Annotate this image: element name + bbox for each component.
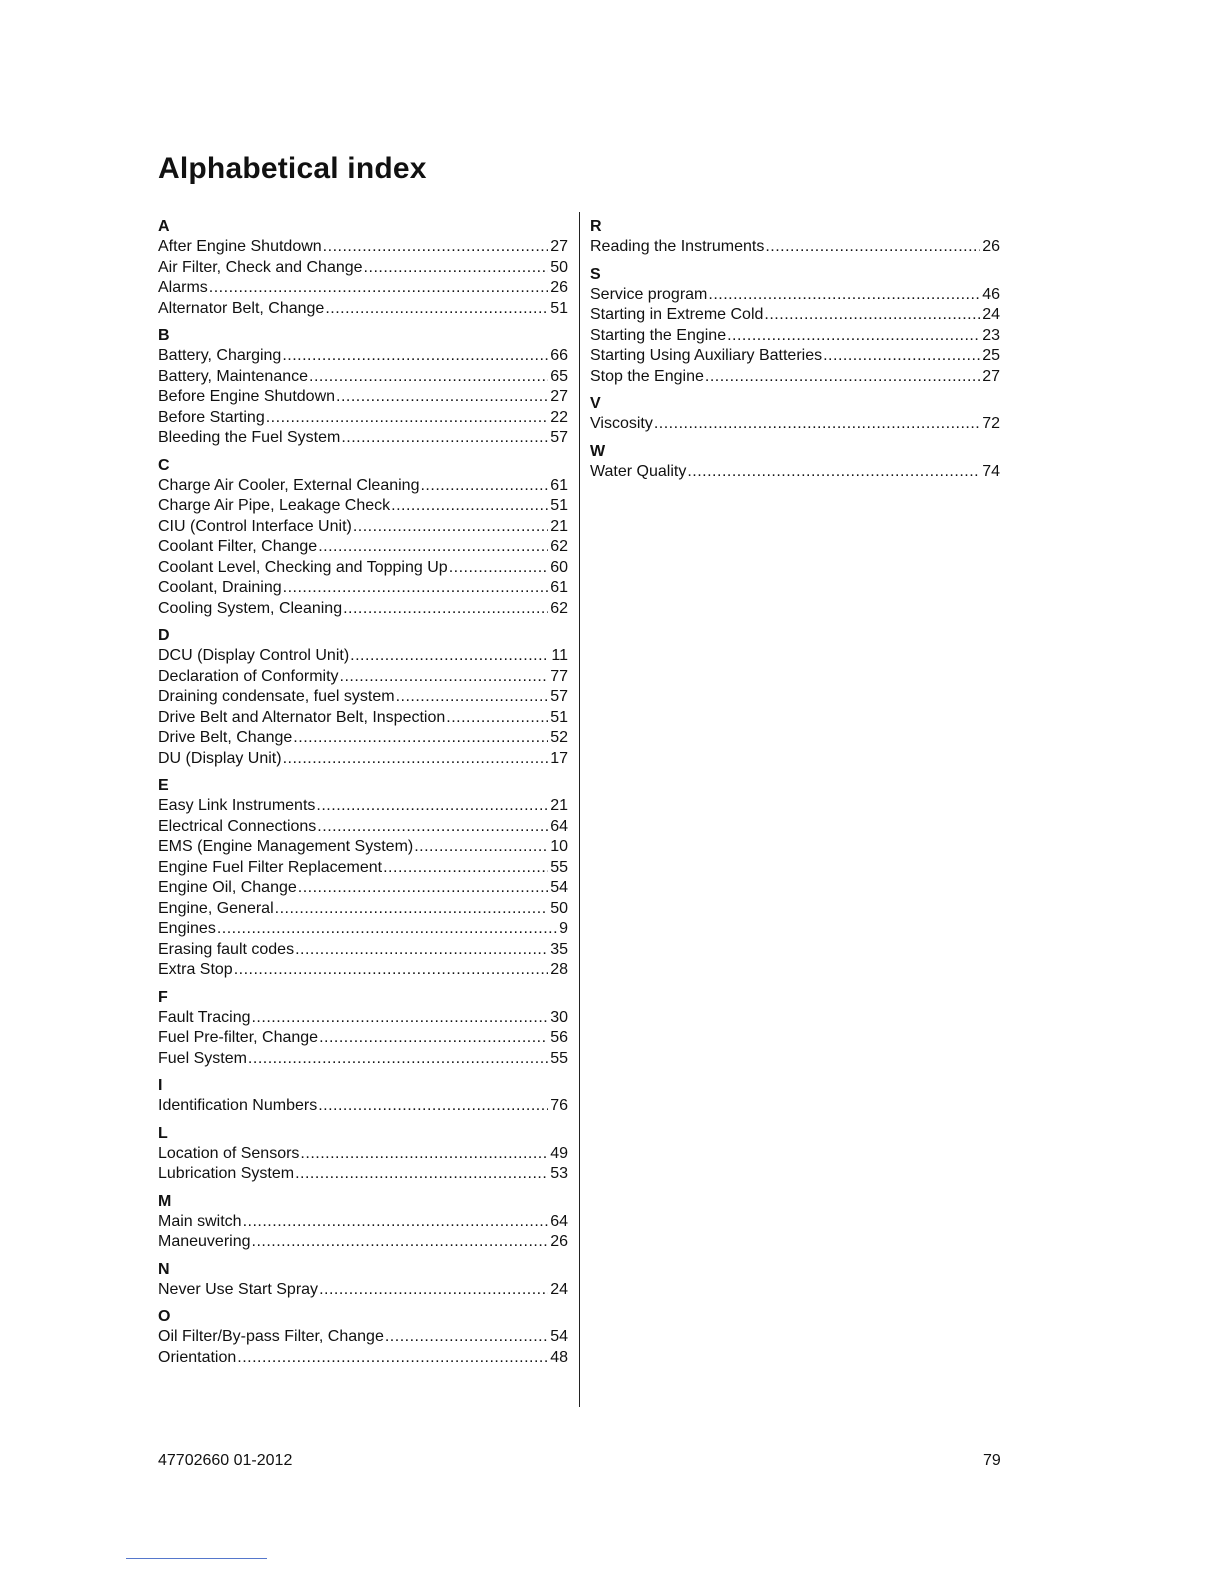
index-entry (590, 462, 1000, 483)
dot-leader (217, 919, 557, 940)
dot-leader (325, 299, 548, 320)
entry-page-number: 21 (550, 517, 568, 535)
entry-page-number: 57 (550, 429, 568, 446)
dot-leader (654, 414, 980, 435)
dot-leader (341, 428, 548, 449)
entry-page-number: 72 (982, 415, 1000, 432)
dot-leader (340, 667, 549, 688)
section-letter: I (158, 1077, 163, 1094)
entry-page-number: 24 (982, 306, 1000, 323)
entry-page-number: 22 (550, 408, 568, 426)
index-entry (158, 258, 568, 279)
index-entry (158, 278, 568, 299)
dot-leader (391, 496, 548, 517)
index-entry (158, 960, 568, 981)
entry-text: Easy Link Instruments (158, 797, 316, 814)
index-entry (158, 796, 568, 817)
index-entry (158, 1144, 568, 1165)
index-entry (158, 1232, 568, 1253)
dot-leader (383, 858, 548, 879)
entry-text: Viscosity (590, 415, 653, 432)
entry-page-number: 64 (550, 1212, 568, 1230)
entry-text: Starting Using Auxiliary Batteries (590, 347, 823, 364)
entry-page-number: 54 (550, 1328, 568, 1345)
entry-text: After Engine Shutdown (158, 238, 322, 255)
dot-leader (317, 817, 548, 838)
entry-text: Reading the Instruments (590, 238, 765, 255)
section-letter: W (590, 442, 606, 460)
entry-text: Service program (590, 285, 708, 303)
dot-leader (764, 305, 980, 326)
dot-leader (765, 237, 980, 258)
entry-page-number: 51 (550, 299, 568, 317)
dot-leader (336, 387, 548, 408)
dot-leader (295, 1164, 548, 1185)
dot-leader (309, 367, 548, 388)
dot-leader (283, 749, 549, 770)
entry-page-number: 26 (982, 238, 1000, 255)
entry-text: Erasing fault codes (158, 940, 295, 958)
dot-leader (275, 899, 549, 920)
index-entry (158, 728, 568, 749)
index-section (158, 1192, 568, 1253)
entry-text: Starting in Extreme Cold (590, 306, 764, 323)
entry-page-number: 53 (550, 1165, 568, 1182)
entry-text: Fuel Pre-filter, Change (158, 1029, 319, 1046)
index-entry (158, 476, 568, 497)
entry-text: Identification Numbers (158, 1097, 318, 1114)
entry-text: DCU (Display Control Unit) (158, 647, 350, 664)
entry-page-number: 27 (550, 238, 568, 255)
index-section (590, 394, 1000, 435)
index-entry (158, 749, 568, 770)
entry-text: Extra Stop (158, 961, 233, 978)
entry-page-number: 57 (550, 688, 568, 705)
index-entry (158, 237, 568, 258)
entry-page-number: 54 (550, 879, 568, 896)
entry-page-number: 27 (550, 388, 568, 405)
index-entry (158, 1280, 568, 1301)
index-entry (590, 237, 1000, 258)
entry-text: Maneuvering (158, 1233, 251, 1250)
entry-text: Cooling System, Cleaning (158, 599, 343, 617)
entry-text: Location of Sensors (158, 1144, 300, 1162)
index-entry (158, 558, 568, 579)
entry-text: Main switch (158, 1212, 242, 1230)
index-entry (590, 346, 1000, 367)
entry-text: Coolant Level, Checking and Topping Up (158, 558, 448, 576)
entry-text: Charge Air Cooler, External Cleaning (158, 476, 420, 494)
index-entry (590, 326, 1000, 347)
entry-page-number: 21 (550, 797, 568, 814)
entry-page-number: 66 (550, 347, 568, 364)
entry-text: Alternator Belt, Change (158, 299, 325, 317)
index-entry (158, 517, 568, 538)
dot-leader (266, 408, 548, 429)
index-section (158, 456, 568, 620)
section-letter: L (158, 1124, 168, 1142)
entry-page-number: 25 (982, 347, 1000, 364)
index-section (158, 776, 568, 981)
dot-leader (687, 462, 980, 483)
index-entry (590, 367, 1000, 388)
entry-page-number: 62 (550, 599, 568, 617)
footer-page-number: 79 (983, 1452, 1001, 1469)
dot-leader (420, 476, 548, 497)
dot-leader (282, 346, 548, 367)
index-section (158, 1124, 568, 1185)
section-letter: D (158, 627, 170, 644)
bottom-divider (126, 1558, 267, 1559)
index-section (158, 626, 568, 769)
page-title: Alphabetical index (158, 152, 427, 185)
index-entry (590, 305, 1000, 326)
section-letter: E (158, 777, 169, 794)
dot-leader (385, 1327, 548, 1348)
entry-text: Battery, Maintenance (158, 367, 309, 385)
entry-page-number: 64 (550, 817, 568, 835)
index-column-left (158, 217, 568, 1368)
entry-text: Engine Fuel Filter Replacement (158, 858, 383, 876)
dot-leader (364, 258, 549, 279)
section-letter: V (590, 395, 601, 412)
index-entry (158, 1028, 568, 1049)
index-column-right (590, 217, 1000, 482)
entry-page-number: 24 (550, 1280, 568, 1298)
entry-page-number: 49 (550, 1144, 568, 1162)
index-entry (158, 496, 568, 517)
index-section (590, 265, 1000, 388)
entry-page-number: 51 (550, 708, 568, 726)
index-section (158, 217, 568, 319)
dot-leader (323, 237, 549, 258)
entry-page-number: 26 (550, 1233, 568, 1250)
index-section (158, 1307, 568, 1368)
entry-page-number: 11 (551, 647, 568, 664)
entry-page-number: 65 (550, 367, 568, 385)
entry-page-number: 61 (550, 476, 568, 494)
entry-page-number: 51 (550, 497, 568, 514)
entry-text: Fuel System (158, 1049, 247, 1067)
entry-text: Drive Belt, Change (158, 729, 293, 746)
entry-page-number: 28 (550, 961, 568, 978)
dot-leader (316, 796, 548, 817)
entry-text: DU (Display Unit) (158, 749, 282, 767)
dot-leader (234, 960, 549, 981)
entry-page-number: 62 (550, 538, 568, 555)
entry-page-number: 26 (550, 279, 568, 296)
dot-leader (243, 1212, 549, 1233)
section-letter: O (158, 1308, 171, 1325)
dot-leader (251, 1008, 548, 1029)
entry-text: Electrical Connections (158, 817, 317, 835)
entry-page-number: 61 (550, 579, 568, 596)
entry-text: Oil Filter/By-pass Filter, Change (158, 1328, 384, 1345)
index-entry (590, 285, 1000, 306)
entry-page-number: 56 (550, 1029, 568, 1046)
entry-page-number: 35 (550, 940, 568, 958)
dot-leader (705, 367, 980, 388)
index-entry (158, 837, 568, 858)
section-letter: A (158, 218, 170, 235)
dot-leader (295, 940, 548, 961)
entry-page-number: 48 (550, 1348, 568, 1366)
index-entry (158, 599, 568, 620)
index-section (158, 988, 568, 1070)
entry-text: EMS (Engine Management System) (158, 838, 414, 855)
entry-text: CIU (Control Interface Unit) (158, 517, 352, 535)
dot-leader (300, 1144, 548, 1165)
footer-doc-number: 47702660 01-2012 (158, 1452, 293, 1469)
index-entry (158, 1164, 568, 1185)
index-section (158, 326, 568, 449)
entry-text: Stop the Engine (590, 367, 704, 385)
entry-text: Water Quality (590, 462, 687, 480)
dot-leader (318, 537, 548, 558)
dot-leader (446, 708, 548, 729)
entry-page-number: 17 (550, 749, 568, 767)
entry-text: Charge Air Pipe, Leakage Check (158, 497, 391, 514)
dot-leader (343, 599, 548, 620)
index-entry (158, 367, 568, 388)
section-letter: R (590, 218, 602, 235)
dot-leader (823, 346, 980, 367)
section-letter: M (158, 1192, 172, 1210)
index-entry (158, 428, 568, 449)
index-section (590, 217, 1000, 258)
entry-page-number: 9 (559, 920, 568, 937)
dot-leader (237, 1348, 548, 1369)
entry-text: Coolant Filter, Change (158, 538, 318, 555)
entry-page-number: 50 (550, 899, 568, 917)
index-entry (158, 1008, 568, 1029)
entry-page-number: 27 (982, 367, 1000, 385)
dot-leader (353, 517, 548, 538)
entry-page-number: 46 (982, 285, 1000, 303)
index-entry (158, 687, 568, 708)
dot-leader (319, 1280, 548, 1301)
entry-text: Coolant, Draining (158, 579, 282, 596)
dot-leader (449, 558, 549, 579)
index-entry (590, 414, 1000, 435)
entry-page-number: 55 (550, 858, 568, 876)
index-entry (158, 646, 568, 667)
entry-page-number: 74 (982, 462, 1000, 480)
dot-leader (248, 1049, 548, 1070)
entry-text: Starting the Engine (590, 326, 727, 344)
section-letter: N (158, 1260, 170, 1278)
index-entry (158, 1348, 568, 1369)
entry-page-number: 60 (550, 558, 568, 576)
entry-text: Never Use Start Spray (158, 1280, 319, 1298)
dot-leader (293, 728, 548, 749)
entry-text: Engines (158, 920, 216, 937)
index-entry (158, 537, 568, 558)
entry-text: Engine, General (158, 899, 274, 917)
index-section (590, 442, 1000, 483)
entry-page-number: 50 (550, 258, 568, 276)
index-entry (158, 408, 568, 429)
dot-leader (396, 687, 549, 708)
entry-text: Fault Tracing (158, 1008, 251, 1026)
entry-text: Before Engine Shutdown (158, 388, 336, 405)
dot-leader (414, 837, 548, 858)
index-entry (158, 1212, 568, 1233)
section-letter: C (158, 456, 170, 474)
entry-page-number: 10 (550, 838, 568, 855)
index-entry (158, 919, 568, 940)
entry-text: Bleeding the Fuel System (158, 429, 341, 446)
index-entry (158, 940, 568, 961)
index-entry (158, 1327, 568, 1348)
index-entry (158, 1096, 568, 1117)
index-entry (158, 858, 568, 879)
dot-leader (727, 326, 980, 347)
index-entry (158, 817, 568, 838)
entry-text: Drive Belt and Alternator Belt, Inspection (158, 708, 446, 726)
dot-leader (319, 1028, 548, 1049)
entry-text: Before Starting (158, 408, 265, 426)
index-entry (158, 346, 568, 367)
index-entry (158, 578, 568, 599)
dot-leader (708, 285, 980, 306)
entry-page-number: 23 (982, 326, 1000, 344)
entry-page-number: 77 (550, 667, 568, 685)
index-entry (158, 899, 568, 920)
entry-page-number: 30 (550, 1008, 568, 1026)
entry-page-number: 55 (550, 1049, 568, 1067)
index-section (158, 1076, 568, 1117)
entry-text: Battery, Charging (158, 347, 282, 364)
dot-leader (318, 1096, 548, 1117)
index-entry (158, 878, 568, 899)
entry-text: Lubrication System (158, 1165, 295, 1182)
dot-leader (252, 1232, 549, 1253)
index-entry (158, 1049, 568, 1070)
index-section (158, 1260, 568, 1301)
index-entry (158, 667, 568, 688)
entry-text: Air Filter, Check and Change (158, 258, 363, 276)
index-entry (158, 387, 568, 408)
dot-leader (298, 878, 548, 899)
entry-text: Engine Oil, Change (158, 879, 297, 896)
entry-page-number: 52 (550, 729, 568, 746)
section-letter: F (158, 988, 168, 1006)
section-letter: S (590, 265, 601, 283)
dot-leader (209, 278, 548, 299)
index-entry (158, 708, 568, 729)
entry-text: Alarms (158, 279, 208, 296)
entry-text: Declaration of Conformity (158, 667, 339, 685)
index-entry (158, 299, 568, 320)
dot-leader (350, 646, 549, 667)
entry-text: Orientation (158, 1348, 237, 1366)
entry-text: Draining condensate, fuel system (158, 688, 395, 705)
entry-page-number: 76 (550, 1097, 568, 1114)
column-divider (579, 212, 580, 1407)
section-letter: B (158, 327, 170, 344)
dot-leader (283, 578, 549, 599)
